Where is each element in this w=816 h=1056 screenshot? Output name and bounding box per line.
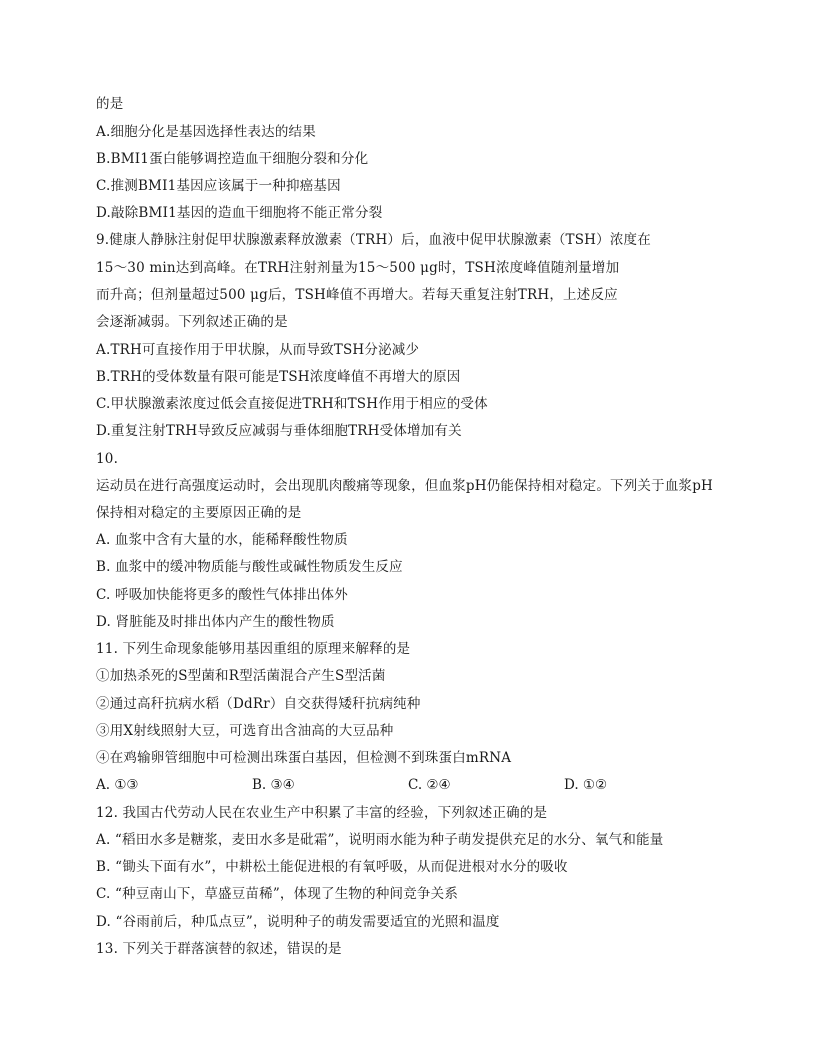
q12-option-d: D. “谷雨前后，种瓜点豆”，说明种子的萌发需要适宜的光照和温度 (96, 914, 500, 930)
q11-stem: 11. 下列生命现象能够用基因重组的原理来解释的是 (96, 641, 411, 657)
q9-stem-line-3: 而升高；但剂量超过500 μg后，TSH峰值不再增大。若每天重复注射TRH，上述反应 (96, 287, 618, 303)
q12-option-a: A. “稻田水多是糖浆，麦田水多是砒霜”，说明雨水能为种子萌发提供充足的水分、氧气和能量 (96, 832, 664, 848)
q8-option-b: B.BMI1蛋白能够调控造血干细胞分裂和分化 (96, 151, 369, 167)
q13-stem: 13. 下列关于群落演替的叙述，错误的是 (96, 941, 342, 957)
q12-stem: 12. 我国古代劳动人民在农业生产中积累了丰富的经验，下列叙述正确的是 (96, 805, 548, 821)
q10-option-d: D. 肾脏能及时排出体内产生的酸性物质 (96, 614, 335, 630)
q9-option-c: C.甲状腺激素浓度过低会直接促进TRH和TSH作用于相应的受体 (96, 396, 488, 412)
q11-item-3: ③用X射线照射大豆，可选育出含油高的大豆品种 (96, 723, 394, 739)
q9-option-d: D.重复注射TRH导致反应减弱与垂体细胞TRH受体增加有关 (96, 423, 462, 439)
q9-stem-line-2: 15～30 min达到高峰。在TRH注射剂量为15～500 μg时，TSH浓度峰值随剂量增加 (96, 260, 620, 276)
q11-choice-d: D. ①② (564, 777, 608, 793)
q12-option-c: C. “种豆南山下，草盛豆苗稀”，体现了生物的种间竞争关系 (96, 886, 459, 902)
q8-stem-end: 的是 (96, 96, 124, 112)
q10-stem-line-1: 运动员在进行高强度运动时，会出现肌肉酸痛等现象，但血浆pH仍能保持相对稳定。下列关于血浆pH (96, 478, 714, 494)
q11-choices (96, 776, 656, 794)
q10-option-c: C. 呼吸加快能将更多的酸性气体排出体外 (96, 587, 348, 603)
q11-choice-a: A. ①③ (96, 777, 139, 793)
q9-option-a: A.TRH可直接作用于甲状腺，从而导致TSH分泌减少 (96, 342, 420, 358)
q10-stem-line-2: 保持相对稳定的主要原因正确的是 (96, 505, 302, 521)
q9-option-b: B.TRH的受体数量有限可能是TSH浓度峰值不再增大的原因 (96, 369, 461, 385)
q9-stem-line-4: 会逐渐减弱。下列叙述正确的是 (96, 314, 288, 330)
q9-stem-line-1: 9.健康人静脉注射促甲状腺激素释放激素（TRH）后，血液中促甲状腺激素（TSH）浓度在 (96, 232, 651, 248)
q11-choice-c: C. ②④ (408, 777, 451, 793)
q11-choice-b: B. ③④ (252, 777, 295, 793)
q8-option-a: A.细胞分化是基因选择性表达的结果 (96, 124, 316, 140)
q12-option-b: B. “锄头下面有水”，中耕松土能促进根的有氧呼吸，从而促进根对水分的吸收 (96, 859, 568, 875)
q11-item-2: ②通过高秆抗病水稻（DdRr）自交获得矮秆抗病纯种 (96, 696, 421, 712)
q11-item-1: ①加热杀死的S型菌和R型活菌混合产生S型活菌 (96, 668, 386, 684)
q10-option-a: A. 血浆中含有大量的水，能稀释酸性物质 (96, 532, 348, 548)
q8-option-d: D.敲除BMI1基因的造血干细胞将不能正常分裂 (96, 205, 383, 221)
q10-option-b: B. 血浆中的缓冲物质能与酸性或碱性物质发生反应 (96, 559, 403, 575)
q10-number: 10. (96, 451, 119, 467)
q8-option-c: C.推测BMI1基因应该属于一种抑癌基因 (96, 178, 341, 194)
q11-item-4: ④在鸡输卵管细胞中可检测出珠蛋白基因，但检测不到珠蛋白mRNA (96, 750, 512, 766)
